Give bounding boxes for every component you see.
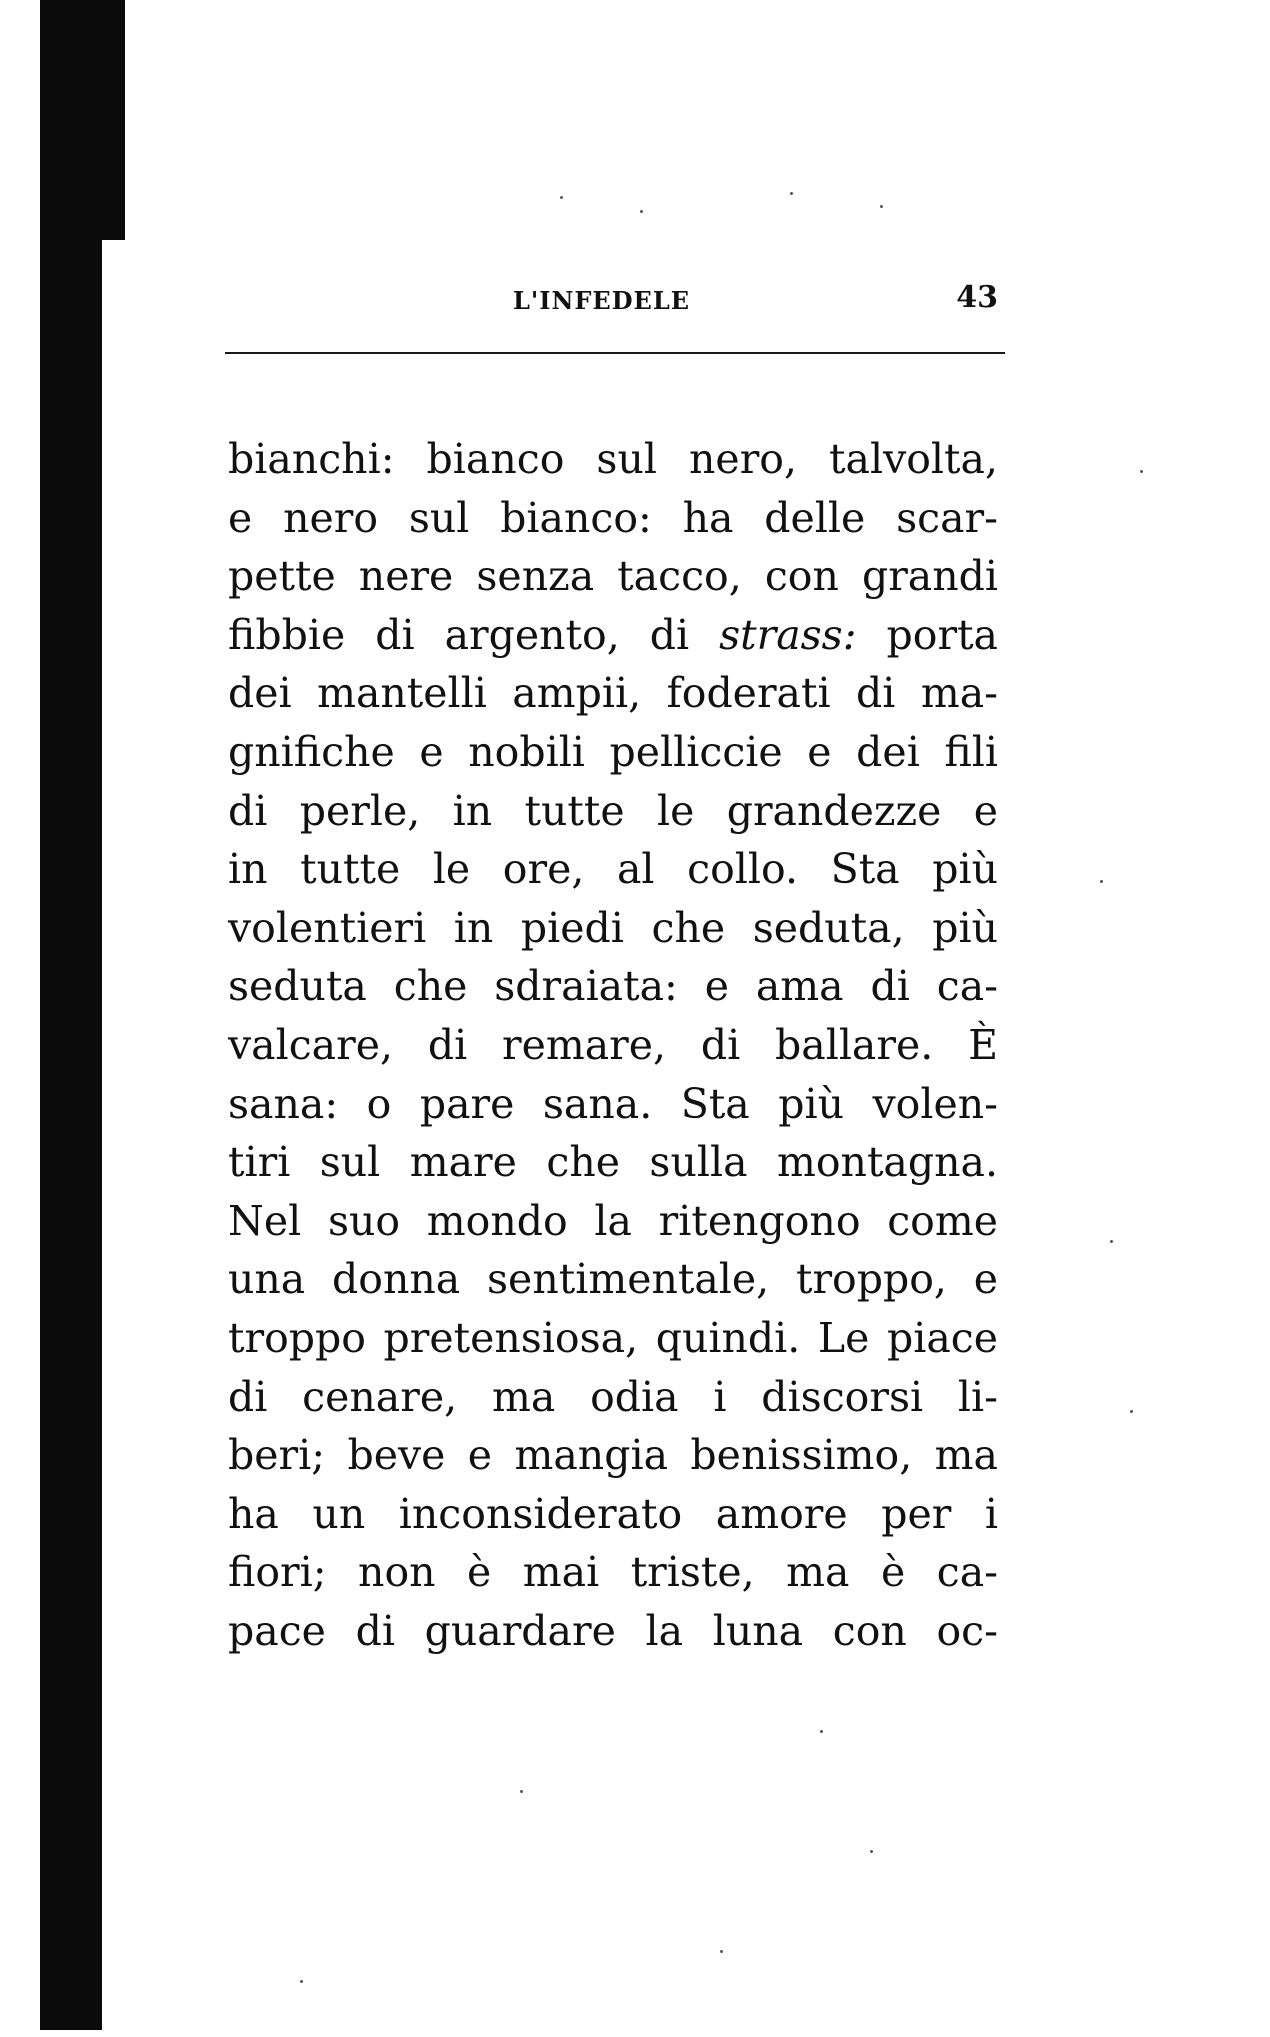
binding-edge xyxy=(40,0,102,2030)
text-line: una donna sentimentale, troppo, e xyxy=(228,1255,998,1304)
binding-edge-top xyxy=(80,0,125,240)
text-line: tiri sul mare che sulla montagna. xyxy=(228,1138,998,1187)
scan-speck xyxy=(1140,470,1143,473)
text-line: in tutte le ore, al collo. Sta più xyxy=(228,845,998,894)
text-line: pace di guardare la luna con oc- xyxy=(228,1606,998,1655)
text-line: sana: o pare sana. Sta più volen- xyxy=(228,1079,998,1128)
page-number: 43 xyxy=(956,280,998,315)
text-line: dei mantelli ampii, foderati di ma- xyxy=(228,669,998,718)
scan-speck xyxy=(790,192,793,195)
text-line: pette nere senza tacco, con grandi xyxy=(228,552,998,601)
scan-speck xyxy=(720,1950,723,1953)
scan-speck xyxy=(560,196,563,199)
body-text xyxy=(228,430,998,1660)
scan-speck xyxy=(820,1730,823,1733)
text-line: fiori; non è mai triste, ma è ca- xyxy=(228,1548,998,1597)
text-line: ha un inconsiderato amore per i xyxy=(228,1489,998,1538)
scan-speck xyxy=(870,1850,873,1853)
text-line xyxy=(228,606,998,665)
scan-speck xyxy=(1130,1410,1133,1413)
scan-speck xyxy=(880,205,883,208)
text-line: e nero sul bianco: ha delle scar- xyxy=(228,493,998,542)
scan-speck xyxy=(300,1980,303,1983)
scan-speck xyxy=(1110,1240,1113,1243)
running-title: L'INFEDELE xyxy=(513,286,690,315)
text-line: seduta che sdraiata: e ama di ca- xyxy=(228,962,998,1011)
text-segment: porta xyxy=(856,610,998,659)
text-line: bianchi: bianco sul nero, talvolta, xyxy=(228,435,998,483)
text-line: di perle, in tutte le grandezze e xyxy=(228,786,998,835)
text-line: valcare, di remare, di ballare. È xyxy=(228,1020,998,1069)
italic-word: strass: xyxy=(719,610,857,659)
running-head xyxy=(228,278,998,318)
text-line: gnifiche e nobili pelliccie e dei fili xyxy=(228,727,998,776)
text-line: Nel suo mondo la ritengono come xyxy=(228,1196,998,1245)
text-line: volentieri in piedi che seduta, più xyxy=(228,903,998,952)
text-line: beri; beve e mangia benissimo, ma xyxy=(228,1431,998,1480)
text-line: troppo pretensiosa, quindi. Le piace xyxy=(228,1313,998,1362)
text-segment: fibbie di argento, di xyxy=(228,610,720,659)
text-line: di cenare, ma odia i discorsi li- xyxy=(228,1372,998,1421)
scan-speck xyxy=(1100,880,1103,883)
scan-speck xyxy=(520,1790,523,1793)
header-rule xyxy=(225,352,1005,354)
scan-speck xyxy=(640,210,643,213)
